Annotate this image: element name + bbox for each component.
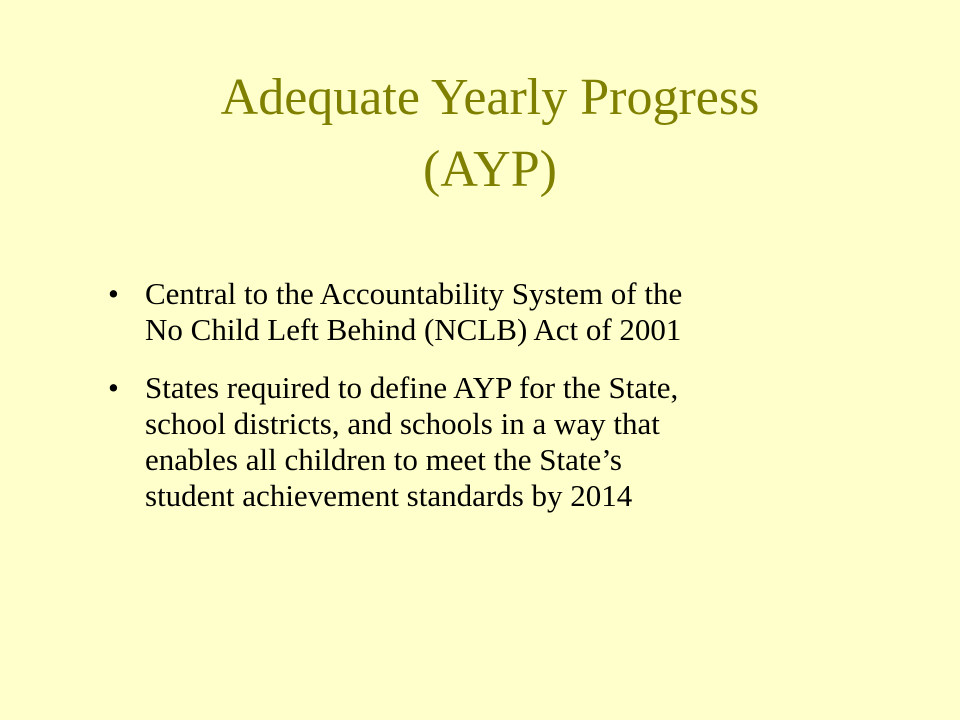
- bullet-line: student achievement standards by 2014: [145, 478, 633, 513]
- bullet-list: [100, 276, 900, 536]
- bullet-line: Central to the Accountability System of the: [145, 276, 683, 311]
- bullet-icon: •: [108, 276, 119, 311]
- bullet-item-states: [100, 370, 900, 514]
- slide-title: [100, 62, 880, 206]
- bullet-icon: •: [108, 370, 119, 405]
- bullet-line: school districts, and schools in a way that: [145, 406, 660, 441]
- bullet-item-nclb: [100, 276, 900, 348]
- slide-title-line-1: Adequate Yearly Progress: [220, 69, 760, 126]
- slide-title-line-2: (AYP): [423, 141, 557, 198]
- bullet-text: [145, 276, 900, 348]
- bullet-line: enables all children to meet the State’s: [145, 442, 622, 477]
- bullet-line: No Child Left Behind (NCLB) Act of 2001: [145, 312, 682, 347]
- bullet-line: States required to define AYP for the State,: [145, 370, 679, 405]
- bullet-text: [145, 370, 900, 514]
